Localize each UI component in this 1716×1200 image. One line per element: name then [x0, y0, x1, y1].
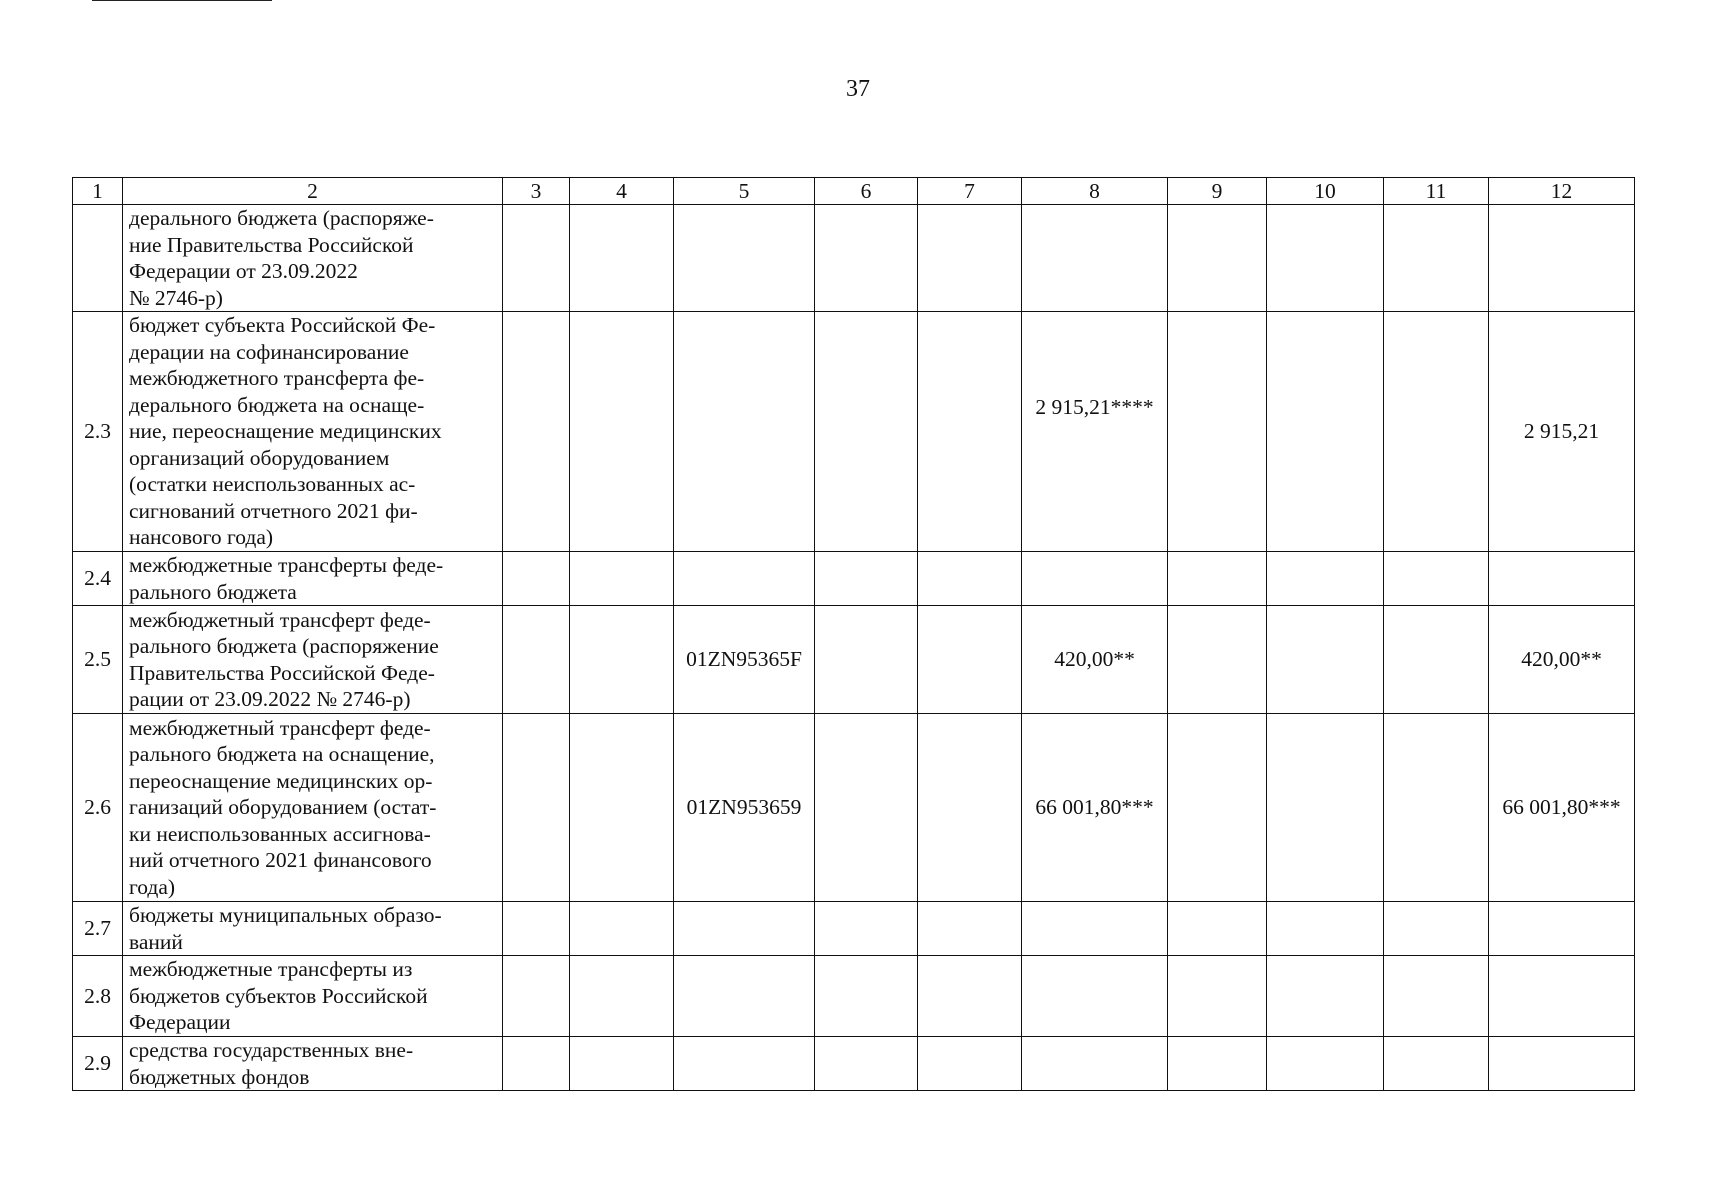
- empty-cell: [503, 714, 570, 902]
- header-cell-3: 3: [503, 178, 570, 205]
- empty-cell: [815, 606, 918, 714]
- table-row: [73, 1037, 1635, 1091]
- empty-cell: [503, 312, 570, 552]
- empty-cell: [570, 1037, 674, 1091]
- empty-cell: [1267, 312, 1384, 552]
- row-number-cell: 2.6: [73, 714, 123, 902]
- header-cell-10: 10: [1267, 178, 1384, 205]
- empty-cell: [918, 714, 1022, 902]
- empty-cell: [1168, 1037, 1267, 1091]
- header-cell-2: 2: [123, 178, 503, 205]
- table-row: [73, 205, 1635, 312]
- total-cell: [1489, 552, 1635, 606]
- amount-cell: [1022, 205, 1168, 312]
- row-number-cell: 2.8: [73, 956, 123, 1037]
- row-description-cell: бюджеты муниципальных образо- ваний: [123, 902, 503, 956]
- empty-cell: [1267, 1037, 1384, 1091]
- empty-cell: [1384, 552, 1489, 606]
- header-cell-5: 5: [674, 178, 815, 205]
- code-cell: [674, 552, 815, 606]
- empty-cell: [1168, 552, 1267, 606]
- empty-cell: [815, 714, 918, 902]
- empty-cell: [1384, 714, 1489, 902]
- empty-cell: [815, 205, 918, 312]
- empty-cell: [1267, 606, 1384, 714]
- empty-cell: [1384, 606, 1489, 714]
- amount-cell: [1022, 956, 1168, 1037]
- budget-table: [72, 177, 1635, 1091]
- amount-cell: [1022, 902, 1168, 956]
- amount-cell: [1022, 552, 1168, 606]
- table-row: [73, 312, 1635, 552]
- total-cell: 420,00**: [1489, 606, 1635, 714]
- empty-cell: [1384, 312, 1489, 552]
- header-cell-9: 9: [1168, 178, 1267, 205]
- empty-cell: [815, 956, 918, 1037]
- empty-cell: [918, 606, 1022, 714]
- top-rule: [92, 0, 272, 1]
- empty-cell: [1267, 902, 1384, 956]
- table-body: [73, 205, 1635, 1091]
- empty-cell: [1168, 902, 1267, 956]
- code-cell: [674, 956, 815, 1037]
- table-row: [73, 606, 1635, 714]
- amount-cell: 66 001,80***: [1022, 714, 1168, 902]
- empty-cell: [1384, 1037, 1489, 1091]
- empty-cell: [570, 902, 674, 956]
- empty-cell: [570, 312, 674, 552]
- amount-cell: 420,00**: [1022, 606, 1168, 714]
- total-cell: [1489, 1037, 1635, 1091]
- code-cell: [674, 1037, 815, 1091]
- row-description-cell: межбюджетный трансферт феде- рального бюджета на оснащение, переоснащение медицинских ор- ганизаций оборудованием (остат- ки неиспользованных ассигнова- ний отчетного 2021 финансового года): [123, 714, 503, 902]
- amount-cell: [1022, 1037, 1168, 1091]
- row-description-cell: бюджет субъекта Российской Фе- дерации на софинансирование межбюджетного трансферта фе- дерального бюджета на оснаще- ние, переоснащение медицинских организаций оборудованием (остатки неиспользованных ас- сигнований отчетного 2021 фи- нансового года): [123, 312, 503, 552]
- empty-cell: [503, 1037, 570, 1091]
- header-cell-4: 4: [570, 178, 674, 205]
- empty-cell: [918, 552, 1022, 606]
- row-number-cell: 2.3: [73, 312, 123, 552]
- empty-cell: [1267, 205, 1384, 312]
- empty-cell: [1384, 956, 1489, 1037]
- empty-cell: [815, 552, 918, 606]
- empty-cell: [918, 902, 1022, 956]
- header-row: [73, 178, 1635, 205]
- empty-cell: [570, 606, 674, 714]
- table-row: [73, 902, 1635, 956]
- header-cell-11: 11: [1384, 178, 1489, 205]
- row-number-cell: 2.5: [73, 606, 123, 714]
- header-cell-1: 1: [73, 178, 123, 205]
- row-description-cell: межбюджетный трансферт феде- рального бюджета (распоряжение Правительства Российской Феде- рации от 23.09.2022 № 2746-р): [123, 606, 503, 714]
- empty-cell: [918, 312, 1022, 552]
- empty-cell: [570, 205, 674, 312]
- total-cell: [1489, 956, 1635, 1037]
- empty-cell: [1168, 606, 1267, 714]
- total-cell: 2 915,21: [1489, 312, 1635, 552]
- header-cell-8: 8: [1022, 178, 1168, 205]
- empty-cell: [1168, 956, 1267, 1037]
- amount-cell: 2 915,21****: [1022, 312, 1168, 552]
- empty-cell: [1267, 956, 1384, 1037]
- header-cell-6: 6: [815, 178, 918, 205]
- row-number-cell: 2.9: [73, 1037, 123, 1091]
- code-cell: 01ZN95365F: [674, 606, 815, 714]
- empty-cell: [570, 552, 674, 606]
- empty-cell: [1267, 552, 1384, 606]
- empty-cell: [570, 956, 674, 1037]
- empty-cell: [1384, 205, 1489, 312]
- table-row: [73, 714, 1635, 902]
- empty-cell: [1168, 205, 1267, 312]
- total-cell: 66 001,80***: [1489, 714, 1635, 902]
- header-cell-7: 7: [918, 178, 1022, 205]
- row-number-cell: 2.7: [73, 902, 123, 956]
- empty-cell: [503, 902, 570, 956]
- empty-cell: [1168, 312, 1267, 552]
- code-cell: 01ZN953659: [674, 714, 815, 902]
- row-number-cell: [73, 205, 123, 312]
- page-number: 37: [846, 76, 870, 102]
- empty-cell: [918, 205, 1022, 312]
- code-cell: [674, 312, 815, 552]
- empty-cell: [815, 1037, 918, 1091]
- total-cell: [1489, 205, 1635, 312]
- code-cell: [674, 205, 815, 312]
- row-description-cell: межбюджетные трансферты из бюджетов субъектов Российской Федерации: [123, 956, 503, 1037]
- code-cell: [674, 902, 815, 956]
- empty-cell: [1267, 714, 1384, 902]
- row-description-cell: дерального бюджета (распоряже- ние Правительства Российской Федерации от 23.09.2022 № 2746-р): [123, 205, 503, 312]
- row-description-cell: межбюджетные трансферты феде- рального бюджета: [123, 552, 503, 606]
- row-description-cell: средства государственных вне- бюджетных фондов: [123, 1037, 503, 1091]
- empty-cell: [815, 902, 918, 956]
- empty-cell: [918, 1037, 1022, 1091]
- empty-cell: [503, 606, 570, 714]
- header-cell-12: 12: [1489, 178, 1635, 205]
- empty-cell: [815, 312, 918, 552]
- empty-cell: [1168, 714, 1267, 902]
- row-number-cell: 2.4: [73, 552, 123, 606]
- empty-cell: [503, 956, 570, 1037]
- table-row: [73, 552, 1635, 606]
- empty-cell: [503, 205, 570, 312]
- empty-cell: [503, 552, 570, 606]
- empty-cell: [1384, 902, 1489, 956]
- empty-cell: [918, 956, 1022, 1037]
- empty-cell: [570, 714, 674, 902]
- table-row: [73, 956, 1635, 1037]
- total-cell: [1489, 902, 1635, 956]
